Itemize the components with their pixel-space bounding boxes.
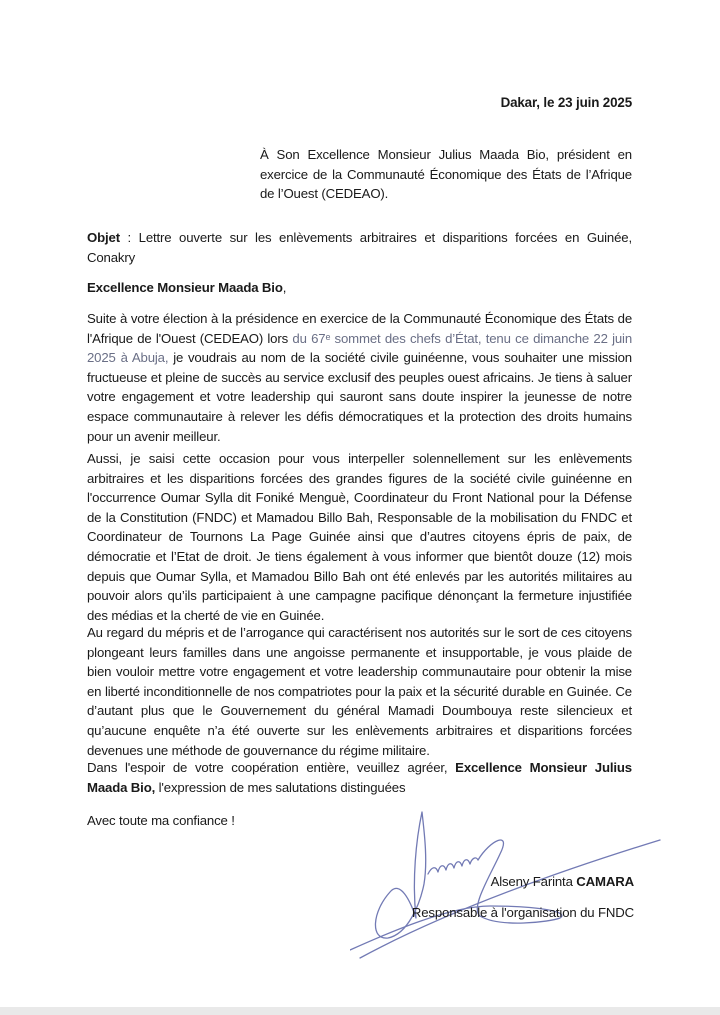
subject-text: : Lettre ouverte sur les enlèvements arbitraires et disparitions forcées en Guinée, Conakry — [87, 230, 632, 265]
date-line: Dakar, le 23 juin 2025 — [500, 95, 632, 110]
paragraph-4-part-1: Dans l'espoir de votre coopération entière, veuillez agréer, — [87, 760, 456, 775]
paragraph-4-addressee: Excellence Monsieur Julius Maada Bio, — [87, 760, 632, 795]
signer-role: Responsable à l'organisation du FNDC — [411, 905, 634, 920]
salutation-text: Excellence Monsieur Maada Bio — [87, 280, 283, 295]
paragraph-1-part-1: Suite à votre élection à la présidence en exercice de la Communauté Économique des États de l'Afrique de l'Ouest (CEDEAO) lors — [87, 311, 632, 346]
paragraph-1-part-2: je voudrais au nom de la société civile guinéenne, vous souhaiter une mission fructueuse et pleine de succès au service exclusif des peuples ouest africains. Je tiens à saluer votre engagement et votre leadership qui sauront sans doute inspirer la jeunesse de notre espace communautaire à relever les défis démocratiques et la protection des droits humains pour un avenir meilleur. — [87, 350, 632, 444]
signer-last-name: CAMARA — [576, 874, 634, 889]
paragraph-4 — [87, 758, 632, 797]
salutation-comma: , — [282, 280, 287, 295]
salutation — [87, 278, 286, 298]
recipient-address: À Son Excellence Monsieur Julius Maada Bio, président en exercice de la Communauté Économique des États de l’Afrique de l’Ouest (CEDEAO). — [260, 147, 632, 202]
paragraph-3: Au regard du mépris et de l’arrogance qui caractérisent nos autorités sur le sort de ces citoyens plongeant leurs familles dans une angoisse permanente et insupportable, je vous plaide de bien vouloir mettre votre engagement et votre leadership communautaire pour obtenir la mise en liberté inconditionnelle de nos compatriotes pour la paix et la sécurité durable en Guinée. Ce d’autant plus que le Gouvernement du général Mamadi Doumbouya reste silencieux et qu’aucune enquête n’a été ouverte sur les enlèvements arbitraires et disparitions forcées devenues une méthode de gouvernance du régime militaire. — [87, 625, 632, 758]
signer-first-names: Alseny Farinta — [490, 874, 577, 889]
summit-reference: du 67ᵉ sommet des chefs d’État, tenu ce dimanche 22 juin 2025 à Abuja, — [87, 330, 633, 366]
paragraph-4-part-2: l'expression de mes salutations distinguées — [155, 779, 406, 795]
paragraph-1 — [87, 309, 632, 446]
paragraph-2: Aussi, je saisi cette occasion pour vous interpeller solennellement sur les enlèvements arbitraires et les disparitions forcées des grandes figures de la société civile guinéenne en l'occurrence Oumar Sylla dit Foniké Menguè, Coordinateur du Front National pour la Défense de la Constitution (FNDC) et Mamadou Billo Bah, Responsable de la mobilisation du FNDC et Coordinateur de Tournons La Page Guinée ainsi que d’autres citoyens épris de paix, de démocratie et l’Etat de droit. Je tiens également à vous informer que bientôt douze (12) mois depuis que Oumar Sylla, et Mamadou Billo Bah ont été enlevés par les autorités militaires au pouvoir alors qu’ils participaient à une campagne pacifique dénonçant la fermeture injustifiée des médias et la cherté de vie en Guinée. — [87, 451, 632, 623]
subject-label: Objet — [87, 230, 120, 245]
closing-line: Avec toute ma confiance ! — [87, 813, 235, 828]
signer-name — [491, 872, 634, 892]
subject-line — [87, 228, 632, 267]
bottom-band — [0, 1007, 720, 1015]
